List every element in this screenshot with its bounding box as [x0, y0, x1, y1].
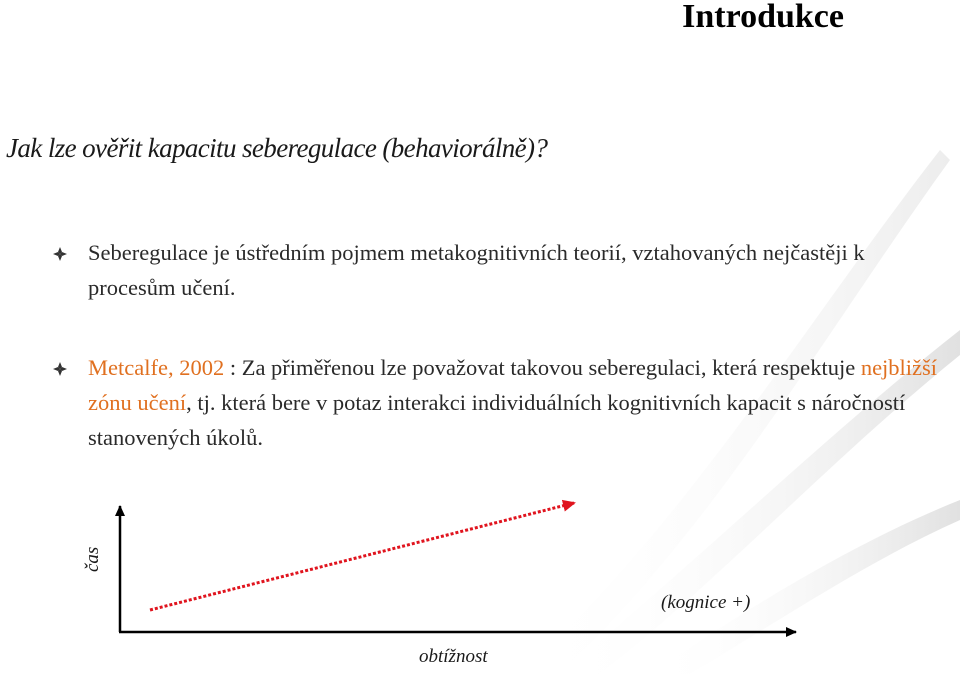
bullet-seberegulace — [88, 235, 948, 305]
difficulty-time-diagram — [0, 480, 960, 674]
slide-title: Introdukce — [682, 0, 844, 35]
diamond-bullet-icon — [52, 361, 68, 377]
cognition-trend-line — [150, 503, 574, 610]
citation-ref: Metcalfe, 2002 — [88, 355, 225, 380]
bullet-text: Seberegulace je ústředním pojmem metakognitivních teorií, vztahovaných nejčastěji k procesům učení. — [88, 240, 865, 300]
bullet-text-rest: , tj. která bere v potaz interakci individuálních kognitivních kapacit s náročností stanovených úkolů. — [88, 390, 906, 450]
x-axis-label: obtížnost — [419, 646, 488, 667]
y-axis-label: čas — [82, 546, 103, 572]
bullet-metcalfe — [88, 350, 948, 455]
highlight-zpd: nejbližší zónu učení — [88, 355, 938, 415]
diamond-bullet-icon — [52, 246, 68, 262]
line-label: (kognice +) — [661, 592, 751, 613]
slide-question: Jak lze ověřit kapacitu seberegulace (behaviorálně)? — [6, 133, 548, 163]
bullet-text-part: : Za přiměřenou lze považovat takovou seberegulaci, která respektuje — [224, 355, 861, 380]
